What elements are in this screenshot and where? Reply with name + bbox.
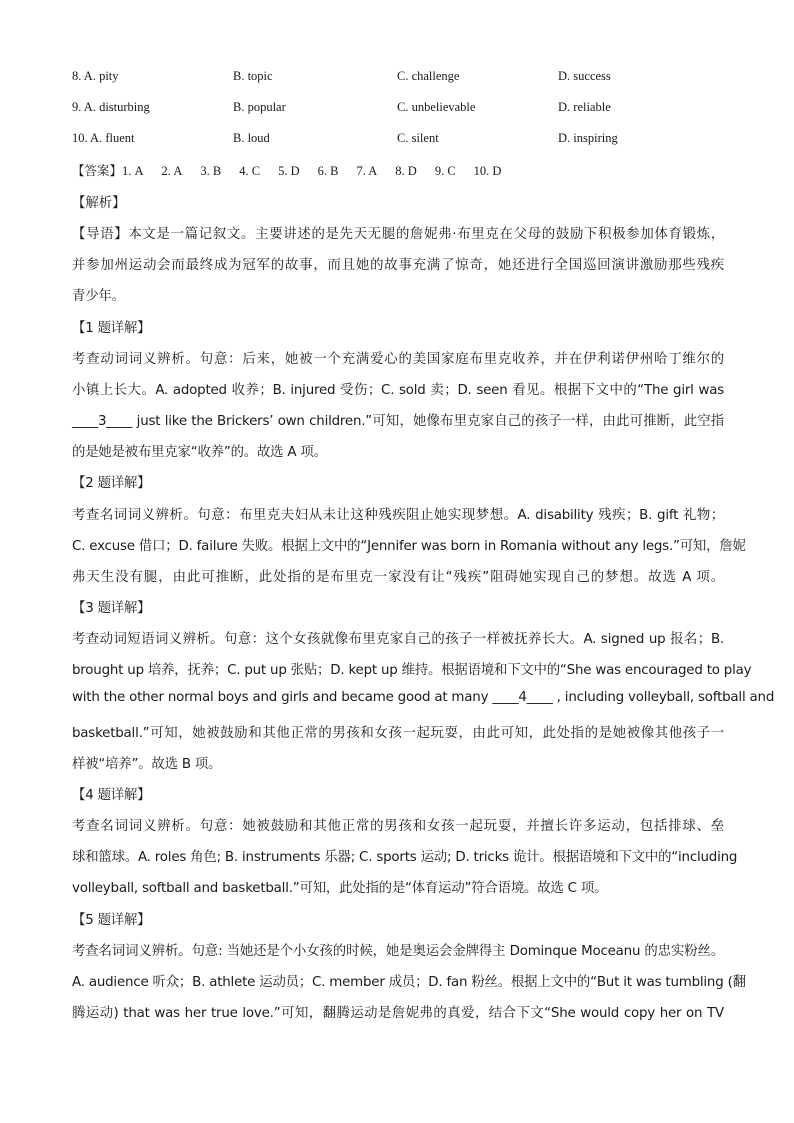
text-line: 考查名词词义辨析。句意：她被鼓励和其他正常的男孩和女孩一起玩耍，并擅长许多运动，包括排球、垒	[72, 819, 724, 834]
option-c: C. challenge	[397, 69, 460, 83]
section-heading: 【4 题详解】	[72, 788, 151, 803]
section-heading: 【5 题详解】	[72, 913, 151, 928]
text-line: 考查动词词义辨析。句意：后来，她被一个充满爱心的美国家庭布里克收养，并在伊利诺伊州哈丁维尔的	[72, 352, 724, 367]
option-c: C. unbelievable	[397, 100, 476, 114]
section-heading: 【2 题详解】	[72, 476, 151, 491]
answer-item: 3. B	[200, 164, 222, 178]
text-line: 并参加州运动会而最终成为冠军的故事，而且她的故事充满了惊奇，她还进行全国巡回演讲激励那些残疾	[72, 258, 724, 273]
text-line: C. excuse 借口；D. failure 失败。根据上文中的“Jennifer was born in Romania without any legs.”可知，詹妮	[72, 539, 746, 554]
text-line: basketball.”可知，她被鼓励和其他正常的男孩和女孩一起玩耍，由此可知，此处指的是她被像其他孩子一	[72, 726, 724, 741]
answer-item: 7. A	[356, 164, 378, 178]
text-line: 弗天生没有腿，由此可推断，此处指的是布里克一家没有让“残疾”阻碍她实现自己的梦想。故选 A 项。	[72, 570, 724, 585]
answer-item: 8. D	[395, 164, 417, 178]
option-a: 9. A. disturbing	[72, 100, 150, 114]
option-row-8	[72, 69, 732, 89]
text-line: 青少年。	[72, 289, 125, 304]
text-line: 样被“培养”。故选 B 项。	[72, 757, 222, 772]
text-line: 考查名词词义辨析。句意：布里克夫妇从未让这种残疾阻止她实现梦想。A. disability 残疾；B. gift 礼物；	[72, 508, 724, 523]
answer-key	[72, 161, 519, 179]
text-line: 【导语】本文是一篇记叙文。主要讲述的是先天无腿的詹妮弗·布里克在父母的鼓励下积极参加体育锻炼，	[72, 227, 724, 242]
answer-item: 4. C	[239, 164, 261, 178]
text-line: with the other normal boys and girls and became good at many ____4____ , including volleyball, softball and	[72, 690, 775, 705]
answer-item: 6. B	[317, 164, 339, 178]
option-d: D. reliable	[558, 100, 611, 114]
option-b: B. topic	[233, 69, 273, 83]
option-row-9	[72, 100, 732, 120]
option-row-10	[72, 131, 732, 151]
option-a: 8. A. pity	[72, 69, 119, 83]
answer-item: 2. A	[161, 164, 183, 178]
answer-item: 1. A	[122, 164, 144, 178]
text-line: brought up 培养，抚养；C. put up 张贴；D. kept up 维持。根据语境和下文中的“She was encouraged to play	[72, 663, 752, 678]
answer-item: 10. D	[473, 164, 502, 178]
text-line: ____3____ just like the Brickers’ own children.”可知，她像布里克家自己的孩子一样，由此可推断，此空指	[72, 414, 724, 429]
section-heading: 【1 题详解】	[72, 321, 151, 336]
option-d: D. inspiring	[558, 131, 618, 145]
text-line: 考查名词词义辨析。句意: 当她还是个小女孩的时候，她是奥运会金牌得主 Dominque Moceanu 的忠实粉丝。	[72, 944, 724, 959]
analysis-heading: 【解析】	[72, 196, 126, 211]
option-a: 10. A. fluent	[72, 131, 135, 145]
text-line: 球和篮球。A. roles 角色; B. instruments 乐器; C. sports 运动; D. tricks 诡计。根据语境和下文中的“including	[72, 850, 738, 865]
option-d: D. success	[558, 69, 611, 83]
text-line: 小镇上长大。A. adopted 收养；B. injured 受伤；C. sold 卖；D. seen 看见。根据下文中的“The girl was	[72, 383, 724, 398]
option-b: B. popular	[233, 100, 286, 114]
option-c: C. silent	[397, 131, 439, 145]
text-line: volleyball, softball and basketball.”可知，此处指的是“体育运动”符合语境。故选 C 项。	[72, 881, 608, 896]
option-b: B. loud	[233, 131, 270, 145]
text-line: 考查动词短语词义辨析。句意：这个女孩就像布里克家自己的孩子一样被抚养长大。A. signed up 报名；B.	[72, 632, 724, 647]
text-line: 的是她是被布里克家“收养”的。故选 A 项。	[72, 445, 327, 460]
answer-item: 9. C	[434, 164, 456, 178]
text-line: 腾运动) that was her true love.”可知，翻腾运动是詹妮弗的真爱，结合下文“She would copy her on TV	[72, 1006, 724, 1021]
answer-label: 【答案】	[72, 164, 123, 178]
answer-item: 5. D	[278, 164, 300, 178]
text-line: A. audience 听众；B. athlete 运动员；C. member 成员；D. fan 粉丝。根据上文中的“But it was tumbling (翻	[72, 975, 746, 990]
section-heading: 【3 题详解】	[72, 601, 151, 616]
